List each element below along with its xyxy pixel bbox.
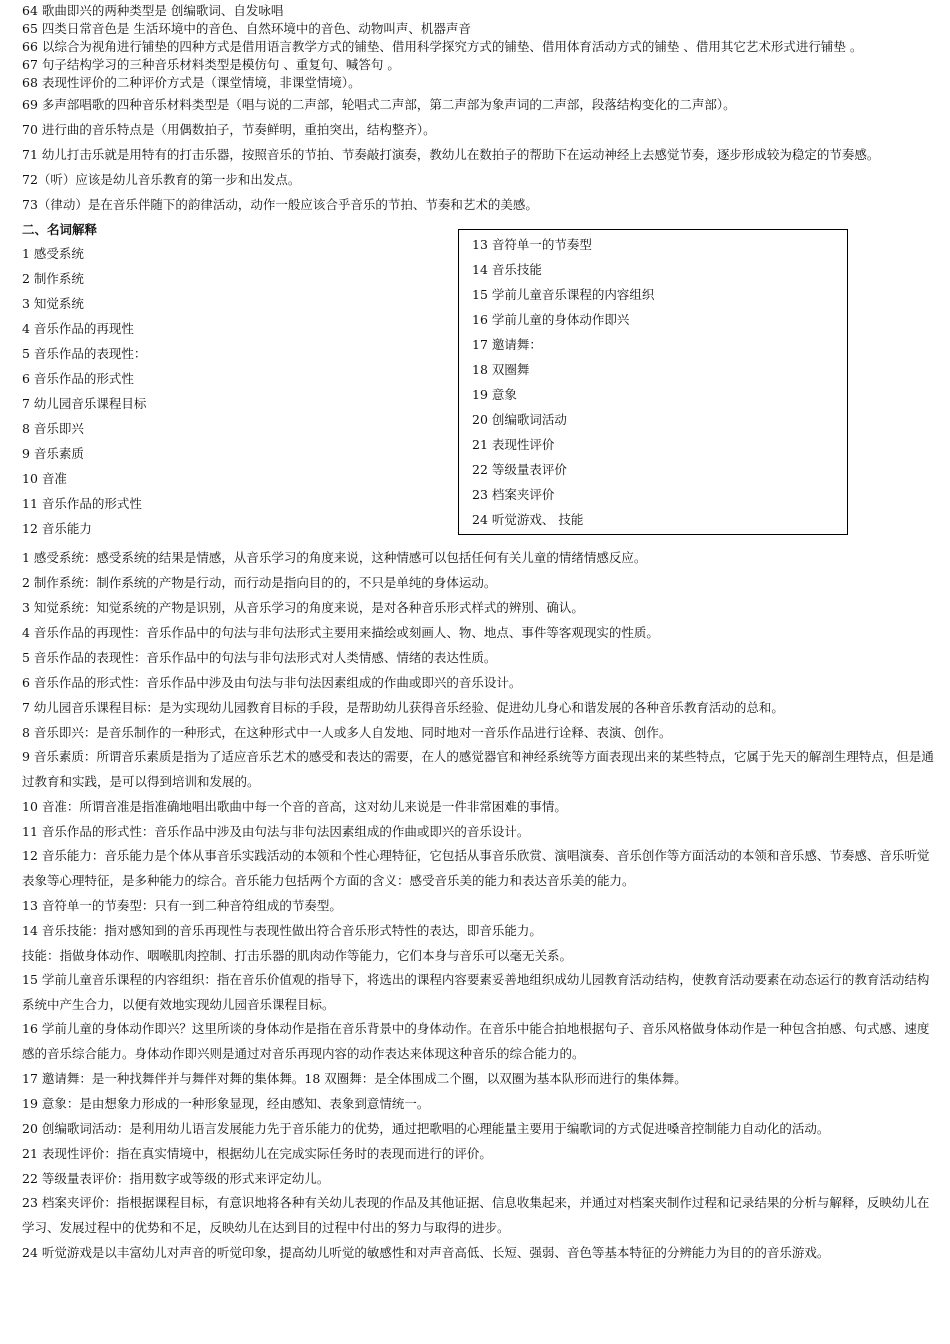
term-list-box	[458, 229, 848, 535]
term-item: 22 等级量表评价	[472, 462, 567, 477]
definition-item: 8 音乐即兴：是音乐制作的一种形式，在这种形式中一人或多人自发地、同时地对一音乐作品进行诠释、表演、创作。	[22, 725, 672, 740]
definition-item: 10 音准：所谓音准是指准确地唱出歌曲中每一个音的音高，这对幼儿来说是一件非常困难的事情。	[22, 799, 567, 814]
term-item: 20 创编歌词活动	[472, 412, 567, 427]
term-item: 11 音乐作品的形式性	[22, 496, 142, 511]
section-title: 二、名词解释	[22, 222, 98, 237]
definition-item: 6 音乐作品的形式性：音乐作品中涉及由句法与非句法因素组成的作曲或即兴的音乐设计。	[22, 675, 522, 690]
term-item: 18 双圈舞	[472, 362, 530, 377]
definition-item: 23 档案夹评价：指根据课程目标，有意识地将各种有关幼儿表现的作品及其他证据、信息收集起来，并通过对档案夹制作过程和记录结果的分析与解释，反映幼儿在学习、发展过程中的优势和不足，反映幼儿在达到目的过程中付出的努力与取得的进步。	[22, 1195, 930, 1235]
term-item: 1 感受系统	[22, 246, 84, 261]
term-item: 6 音乐作品的形式性	[22, 371, 134, 386]
term-item: 16 学前儿童的身体动作即兴	[472, 312, 630, 327]
definition-item: 21 表现性评价：指在真实情境中，根据幼儿在完成实际任务时的表现而进行的评价。	[22, 1146, 492, 1161]
term-item: 7 幼儿园音乐课程目标	[22, 396, 147, 411]
definition-item: 14 音乐技能：指对感知到的音乐再现性与表现性做出符合音乐形式特性的表达，即音乐能力。	[22, 923, 542, 938]
term-item: 14 音乐技能	[472, 262, 542, 277]
answer-73: 73（律动）是在音乐伴随下的韵律活动，动作一般应该合乎音乐的节拍、节奏和艺术的美感。	[22, 197, 538, 212]
document-page	[22, 2, 934, 1265]
term-item: 21 表现性评价	[472, 437, 555, 452]
term-item: 2 制作系统	[22, 271, 84, 286]
definitions	[22, 545, 934, 1265]
definition-item: 17 邀请舞：是一种找舞伴并与舞伴对舞的集体舞。18 双圈舞：是全体围成二个圈，以双圈为基本队形而进行的集体舞。	[22, 1071, 687, 1086]
term-item: 23 档案夹评价	[472, 487, 555, 502]
term-item: 5 音乐作品的表现性：	[22, 346, 147, 361]
answer-71: 71 幼儿打击乐就是用特有的打击乐器，按照音乐的节拍、节奏敲打演奏，教幼儿在数拍子的帮助下在运动神经上去感觉节奏，逐步形成较为稳定的节奏感。	[22, 147, 880, 162]
answer-70: 70 进行曲的音乐特点是（用偶数拍子，节奏鲜明，重拍突出，结构整齐）。	[22, 122, 436, 137]
term-item: 24 听觉游戏、 技能	[472, 512, 584, 527]
answer-64: 64 歌曲即兴的两种类型是 创编歌词、自发咏唱	[22, 3, 284, 18]
answer-69: 69 多声部唱歌的四种音乐材料类型是（唱与说的二声部，轮唱式二声部，第二声部为象声词的二声部，段落结构变化的二声部）。	[22, 97, 736, 112]
answer-72: 72（听）应该是幼儿音乐教育的第一步和出发点。	[22, 172, 301, 187]
term-list	[22, 237, 934, 545]
definition-item: 11 音乐作品的形式性：音乐作品中涉及由句法与非句法因素组成的作曲或即兴的音乐设计。	[22, 824, 530, 839]
term-item: 12 音乐能力	[22, 521, 92, 536]
term-list-left	[22, 241, 442, 541]
definition-item: 9 音乐素质：所谓音乐素质是指为了适应音乐艺术的感受和表达的需要，在人的感觉器官和神经系统等方面表现出来的某些特点，它属于先天的解剖生理特点，但是通过教育和实践，是可以得到培训和发展的。	[22, 749, 934, 789]
term-item: 8 音乐即兴	[22, 421, 84, 436]
term-item: 15 学前儿童音乐课程的内容组织	[472, 287, 655, 302]
definition-item: 24 听觉游戏是以丰富幼儿对声音的听觉印象，提高幼儿听觉的敏感性和对声音高低、长短、强弱、音色等基本特征的分辨能力为目的的音乐游戏。	[22, 1245, 830, 1260]
answer-66: 66 以综合为视角进行铺垫的四种方式是借用语言教学方式的铺垫、借用科学探究方式的铺垫、借用体育活动方式的铺垫 、借用其它艺术形式进行铺垫 。	[22, 39, 863, 54]
definition-item: 16 学前儿童的身体动作即兴？这里所谈的身体动作是指在音乐背景中的身体动作。在音乐中能合拍地根据句子、音乐风格做身体动作是一种包含拍感、句式感、速度感的音乐综合能力。身体动作即兴则是通过对音乐再现内容的动作表达来体现这种音乐的综合能力的。	[22, 1021, 930, 1061]
definition-item: 技能：指做身体动作、咽喉肌肉控制、打击乐器的肌肉动作等能力，它们本身与音乐可以毫无关系。	[22, 948, 573, 963]
definition-item: 20 创编歌词活动：是利用幼儿语言发展能力先于音乐能力的优势，通过把歌唱的心理能量主要用于编歌词的方式促进嗓音控制能力自动化的活动。	[22, 1121, 830, 1136]
term-item: 4 音乐作品的再现性	[22, 321, 134, 336]
term-item: 19 意象	[472, 387, 517, 402]
definition-item: 7 幼儿园音乐课程目标：是为实现幼儿园教育目标的手段，是帮助幼儿获得音乐经验、促进幼儿身心和谐发展的各种音乐教育活动的总和。	[22, 700, 784, 715]
term-item: 13 音符单一的节奏型	[472, 237, 592, 252]
term-item: 3 知觉系统	[22, 296, 84, 311]
definition-item: 2 制作系统：制作系统的产物是行动，而行动是指向目的的，不只是单纯的身体运动。	[22, 575, 497, 590]
definition-item: 12 音乐能力：音乐能力是个体从事音乐实践活动的本领和个性心理特征，它包括从事音乐欣赏、演唱演奏、音乐创作等方面活动的本领和音乐感、节奏感、音乐听觉表象等心理特征，是多种能力的综合。音乐能力包括两个方面的含义：感受音乐美的能力和表达音乐美的能力。	[22, 848, 930, 888]
definition-item: 19 意象：是由想象力形成的一种形象显现，经由感知、表象到意情统一。	[22, 1096, 430, 1111]
definition-item: 4 音乐作品的再现性：音乐作品中的句法与非句法形式主要用来描绘或刻画人、物、地点、事件等客观现实的性质。	[22, 625, 659, 640]
fill-in-answers	[22, 2, 934, 217]
definition-item: 1 感受系统：感受系统的结果是情感，从音乐学习的角度来说，这种情感可以包括任何有关儿童的情绪情感反应。	[22, 550, 647, 565]
term-item: 17 邀请舞：	[472, 337, 542, 352]
answer-65: 65 四类日常音色是 生活环境中的音色、自然环境中的音色、动物叫声、机器声音	[22, 21, 471, 36]
term-item: 9 音乐素质	[22, 446, 84, 461]
term-item: 10 音准	[22, 471, 67, 486]
definition-item: 22 等级量表评价：指用数字或等级的形式来评定幼儿。	[22, 1171, 330, 1186]
definition-item: 13 音符单一的节奏型：只有一到二种音符组成的节奏型。	[22, 898, 342, 913]
definition-item: 5 音乐作品的表现性：音乐作品中的句法与非句法形式对人类情感、情绪的表达性质。	[22, 650, 497, 665]
definition-item: 15 学前儿童音乐课程的内容组织：指在音乐价值观的指导下，将选出的课程内容要素妥善地组织成幼儿园教育活动结构，使教育活动要素在动态运行的教育活动结构系统中产生合力，以便有效地实现幼儿园音乐课程目标。	[22, 972, 930, 1012]
definition-item: 3 知觉系统：知觉系统的产物是识别，从音乐学习的角度来说，是对各种音乐形式样式的辨別、确认。	[22, 600, 584, 615]
answer-68: 68 表现性评价的二种评价方式是（课堂情境，非课堂情境）。	[22, 75, 361, 90]
answer-67: 67 句子结构学习的三种音乐材料类型是模仿句 、重复句、喊答句 。	[22, 57, 400, 72]
